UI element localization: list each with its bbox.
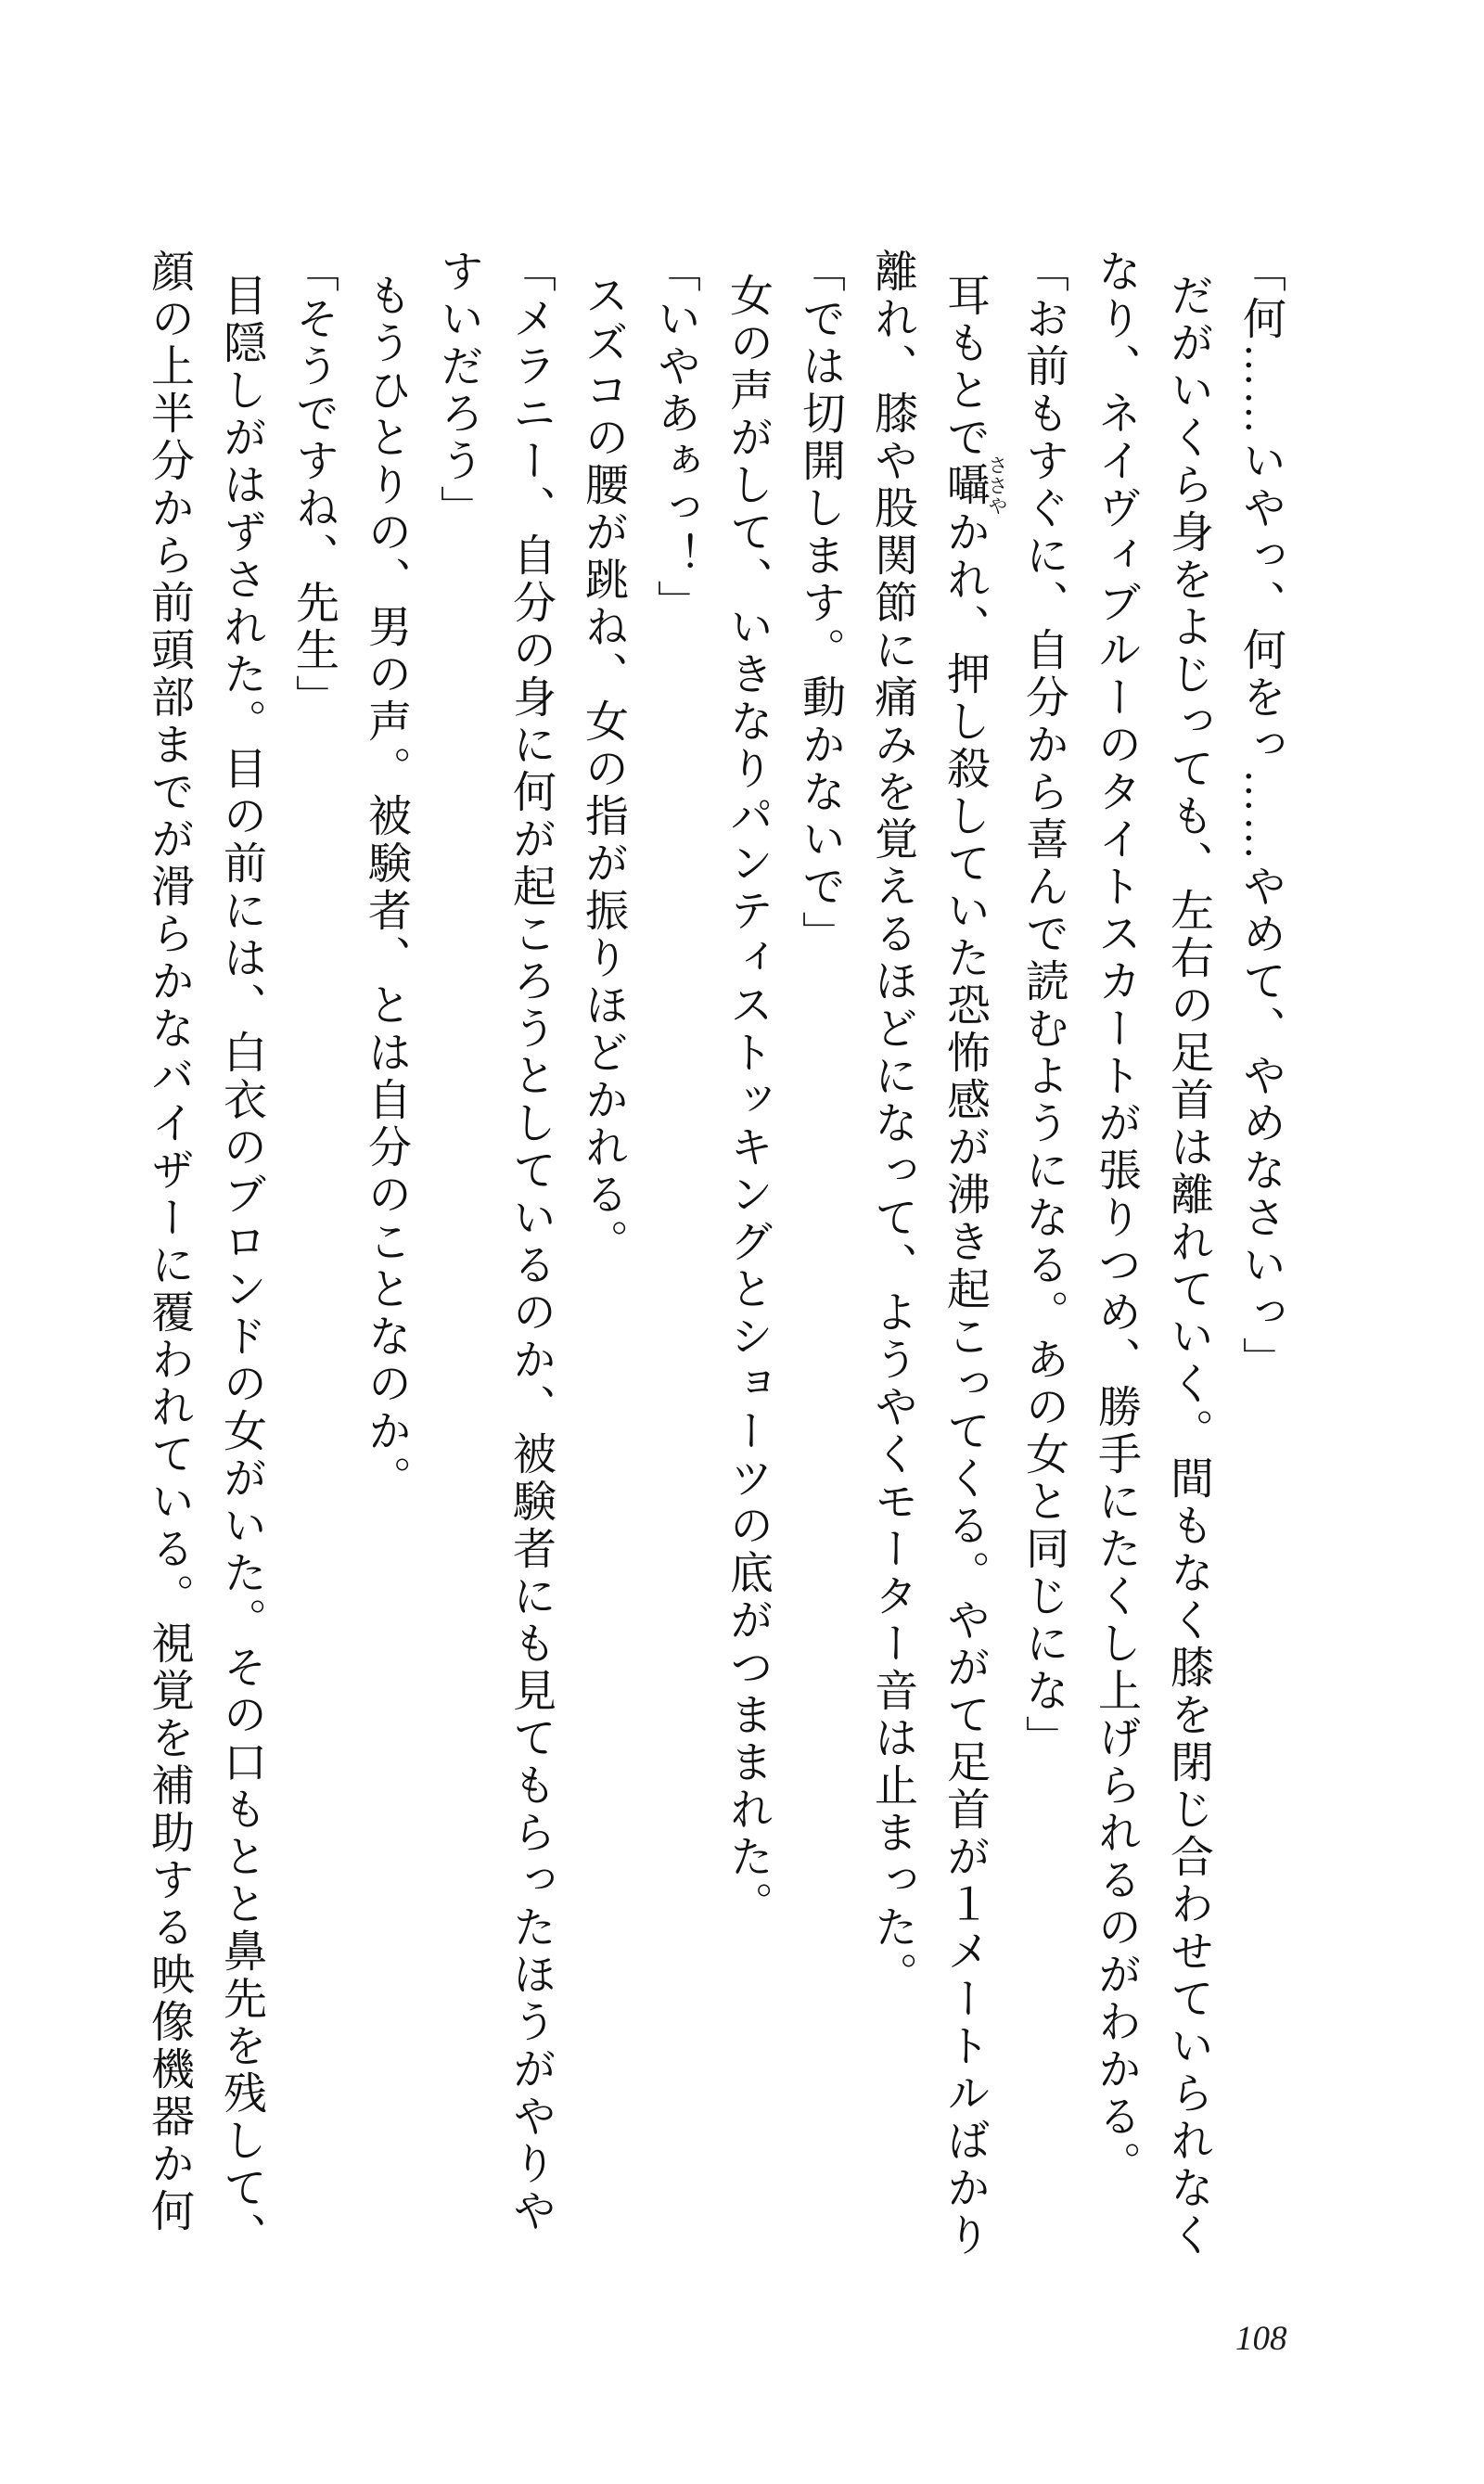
vertical-text-block xyxy=(133,249,1297,2263)
page-number: 108 xyxy=(1235,2320,1287,2358)
narrative-segment: かれ、押し殺していた恐怖感が沸き起こってくる。やがて足首が１メートルばかり離れ、膝や股関節に痛みを覚えるほどになって、ようやくモーター音は止まった。 xyxy=(868,249,989,2260)
narrative-line xyxy=(856,249,1007,2263)
ruby-base: 囁 xyxy=(940,455,989,517)
dialogue-line: 「では切開します。動かないで」 xyxy=(796,249,844,958)
narrative-line: もうひとりの、男の声。被験者、とは自分のことなのか。 xyxy=(362,272,410,1503)
ruby-reading: ささや xyxy=(986,455,1008,517)
dialogue-line: 「そうですね、先生」 xyxy=(289,249,338,722)
ruby-annotation xyxy=(940,455,1008,517)
narrative-line: 目隠しがはずされた。目の前には、白衣のブロンドの女がいた。その口もとと鼻先を残して、顔の上半分から前頭部までが滑らかなバイザーに覆われている。視覚を補助する映像機器か何 xyxy=(145,249,265,2260)
dialogue-line: 「お前もすぐに、自分から喜んで読むようになる。あの女と同じにな」 xyxy=(1019,249,1068,1762)
dialogue-line: 「何……いやっ、何をっ……やめて、やめなさいっ」 xyxy=(1236,249,1285,1384)
narrative-line: スズコの腰が跳ね、女の指が振りほどかれる。 xyxy=(579,272,627,1266)
narrative-segment: 耳もとで xyxy=(940,272,989,462)
dialogue-line: 「メラニー、自分の身に何が起ころうとしているのか、被験者にも見てもらったほうがやりやすいだろう」 xyxy=(434,249,555,2235)
narrative-line: だがいくら身をよじっても、左右の足首は離れていく。間もなく膝を閉じ合わせていられなくなり、ネイヴィブルーのタイトスカートが張りつめ、勝手にたくし上げられるのがわかる。 xyxy=(1092,249,1212,2260)
dialogue-line: 「いやあぁっ！」 xyxy=(651,249,699,627)
narrative-line: 女の声がして、いきなりパンティストッキングとショーツの底がつままれた。 xyxy=(723,272,772,1928)
